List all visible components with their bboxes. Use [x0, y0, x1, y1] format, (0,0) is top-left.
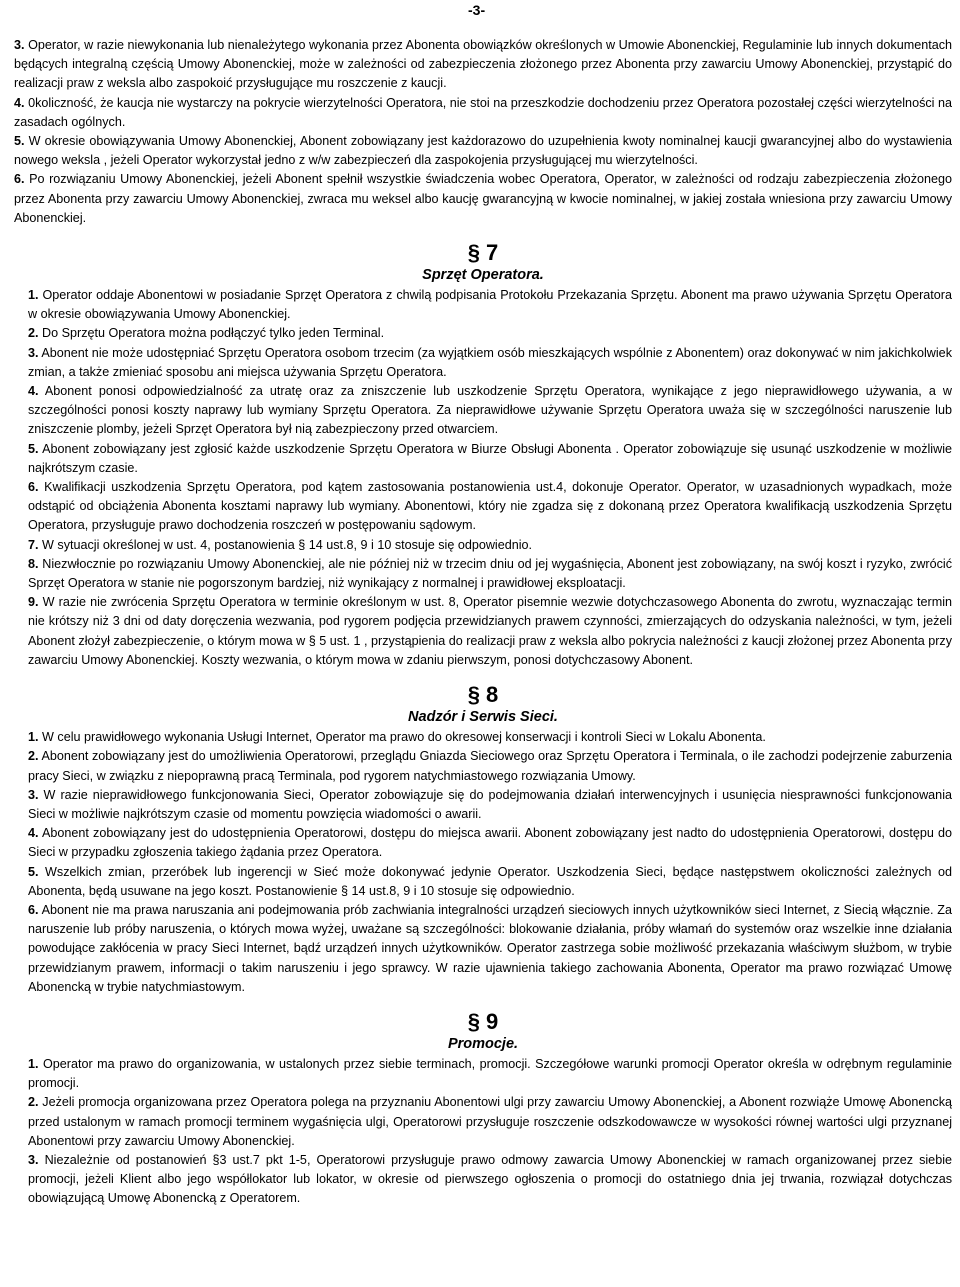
item-text: 0koliczność, że kaucja nie wystarczy na pokrycie wierzytelności Operatora, nie stoi na przeszkodzie dochodzeniu przez Operatora pozostałej części wierzytelności na zasadach ogólnych. [14, 95, 953, 129]
section-9 [14, 1009, 952, 1209]
intro-item-3 [14, 36, 952, 94]
list-item [14, 824, 952, 862]
item-text: Do Sprzętu Operatora można podłączyć tylko jeden Terminal. [42, 326, 385, 341]
list-item [14, 1093, 952, 1151]
item-text: W razie nie zwrócenia Sprzętu Operatora w terminie określonym w ust. 8, Operator pisemnie wezwie dotychczasowego Abonenta do zwrotu, wyznaczając termin nie krótszy niż 3 dni od daty doręczenia wezwania, pod rygorem podjęcia przewidzianych prawem czynności, zmierzających do odzyskania należności, w tym, jeżeli Abonent złożył zabezpieczenie, o którym mowa w § 5 ust. 1 , przystąpienia do realizacji praw z weksla albo pokrycia należności z kaucji złożonej przez Abonenta przy zawarciu Umowy Abonenckiej. Koszty wezwania, o którym mowa w zdaniu pierwszym, ponosi dotychczasowy Abonent. [28, 595, 953, 667]
section-number: § 8 [467, 682, 499, 708]
section-8 [14, 682, 952, 997]
intro-list [14, 36, 952, 228]
item-text: Kwalifikacji uszkodzenia Sprzętu Operatora, pod kątem zastosowania postanowienia ust.4, dokonuje Operator. Operator, w uzasadnionych wypadkach, może odstąpić od obciążenia Abonenta kosztami naprawy lub wymiany. Abonentowi, który nie zgadza się z dokonaną przez Operatora kwalifikacją uszkodzenia Sprzętu Operatora, przysługuje prawo dochodzenia roszczeń w postępowaniu sądowym. [28, 480, 953, 533]
section-title: Promocje. [447, 1035, 519, 1052]
item-number: 6. [14, 172, 25, 187]
item-number: 9. [28, 595, 39, 610]
item-number: 1. [28, 730, 39, 745]
list-item [14, 1055, 952, 1093]
item-number: 2. [28, 1095, 39, 1110]
item-number: 1. [28, 288, 39, 303]
item-text: W celu prawidłowego wykonania Usługi Internet, Operator ma prawo do okresowej konserwacji i kontroli Sieci w Lokalu Abonenta. [42, 730, 766, 745]
list-item [14, 382, 952, 440]
document-body [14, 14, 952, 1209]
item-text: Po rozwiązaniu Umowy Abonenckiej, jeżeli Abonent spełnił wszystkie świadczenia wobec Operatora, Operator, w zależności od rodzaju zabezpieczenia złożonego przez Abonenta przy zawarciu Umowy Abonenckiej, zwraca mu weksel albo kaucję gwarancyjną w kwocie nominalnej, w jakiej została wniesiona przy zawarciu Umowy Abonenckiej. [14, 172, 953, 225]
list-item [14, 536, 952, 555]
list-item [14, 478, 952, 536]
item-number: 3. [28, 787, 39, 802]
intro-item-6 [14, 170, 952, 228]
section-heading [14, 682, 952, 726]
item-number: 6. [28, 480, 39, 495]
intro-item-5 [14, 132, 952, 170]
item-text: Operator ma prawo do organizowania, w ustalonych przez siebie terminach, promocji. Szczegółowe warunki promocji Operator określa w odrębnym regulaminie promocji. [28, 1056, 953, 1091]
item-text: Operator, w razie niewykonania lub nienależytego wykonania przez Abonenta obowiązków określonych w Umowie Abonenckiej, Regulaminie lub innych dokumentach będących integralną częścią Umowy Abonenckiej, może w zależności od zabezpieczenia złożonego przez Abonenta przy zawarciu Umowy Abonenckiej, przystąpić do realizacji praw z weksla albo zaspokoić przysługujące mu roszczenie z kaucji. [14, 38, 953, 91]
section-7 [14, 240, 952, 670]
item-number: 4. [14, 95, 25, 110]
item-number: 3. [28, 1152, 39, 1167]
item-number: 2. [28, 326, 39, 341]
section-number: § 7 [467, 240, 499, 266]
item-text: Abonent zobowiązany jest do udostępnienia Operatorowi, dostępu do miejsca awarii. Abonent zobowiązany jest nadto do udostępnienia Operatorowi, dostępu do Sieci w przypadku zgłoszenia takiego żądania przez Operatora. [28, 826, 952, 860]
list-item [14, 555, 952, 593]
item-text: W razie nieprawidłowego funkcjonowania Sieci, Operator zobowiązuje się do podejmowania działań interwencyjnych i usunięcia niesprawności funkcjonowania Sieci w możliwie najkrótszym czasie od momentu powzięcia wiadomości o awarii. [28, 787, 952, 821]
section-title: Sprzęt Operatora. [422, 267, 544, 284]
list-item [14, 786, 952, 824]
item-text: Niezależnie od postanowień §3 ust.7 pkt 1-5, Operatorowi przysługuje prawo odmowy zawarcia Umowy Abonenckiej w ramach organizowanej przez siebie promocji, jeżeli Klient albo jego współlokator lub lokator, w okresie od pierwszego ogłoszenia o promocji do ostatniego dnia jej trwania, rozwiązał dotychczas obowiązującą Umowę Abonencką z Operatorem. [28, 1152, 952, 1206]
item-text: Abonent nie może udostępniać Sprzętu Operatora osobom trzecim (za wyjątkiem osób mieszkających wspólnie z Abonentem) oraz dokonywać w nim jakichkolwiek zmian, a także zmieniać sposobu ani miejsca używania Sprzętu Operatora. [28, 345, 952, 379]
list-item [14, 344, 952, 382]
list-item [14, 593, 952, 670]
item-number: 7. [28, 537, 39, 552]
item-text: Wszelkich zmian, przeróbek lub ingerencji w Sieć może dokonywać jedynie Operator. Uszkodzenia Sieci, będące następstwem okoliczności zależnych od Abonenta, będą usuwane na jego koszt. Postanowienie § 14 ust.8, 9 i 10 stosuje się odpowiednio. [28, 864, 952, 898]
item-number: 2. [28, 749, 39, 764]
item-text: Abonent ponosi odpowiedzialność za utratę oraz za zniszczenie lub uszkodzenie Sprzętu Operatora, wynikające z jego nieprawidłowego używania, a w szczególności ponosi koszty naprawy lub wymiany Sprzętu Operatora. Za nieprawidłowe używanie Sprzętu Operatora uważa się w szczególności naruszenie lub zniszczenie plomby, jeżeli Sprzęt Operatora był nią zabezpieczony przed otwarciem. [28, 384, 952, 437]
section-title: Nadzór i Serwis Sieci. [408, 709, 558, 726]
item-text: Niezwłocznie po rozwiązaniu Umowy Abonenckiej, ale nie później niż w trzecim dniu od jej wygaśnięcia, Abonent jest zobowiązany, na swój koszt i ryzyko, zwrócić Sprzęt Operatora w stanie nie pogorszonym bardziej, niż wynikający z normalnej i prawidłowej eksploatacji. [28, 556, 953, 591]
item-number: 6. [28, 902, 39, 917]
item-number: 5. [28, 441, 39, 456]
item-text: Operator oddaje Abonentowi w posiadanie Sprzęt Operatora z chwilą podpisania Protokołu Przekazania Sprzętu. Abonent ma prawo używania Sprzętu Operatora w okresie obowiązywania Umowy Abonenckiej. [28, 288, 953, 322]
item-text: W okresie obowiązywania Umowy Abonenckiej, Abonent zobowiązany jest każdorazowo do uzupełnienia kwoty nominalnej kaucji gwarancyjnej albo do wystawienia nowego weksla , jeżeli Operator wykorzystał jedno z w/w zabezpieczeń dla zaspokojenia przysługującej mu wierzytelności. [14, 134, 952, 168]
item-text: Abonent zobowiązany jest zgłosić każde uszkodzenie Sprzętu Operatora w Biurze Obsługi Abonenta . Operator zobowiązuje się usunąć uszkodzenie w możliwie najkrótszym czasie. [28, 441, 952, 475]
list-item [14, 863, 952, 901]
page-number: -3- [468, 2, 486, 18]
item-text: Abonent zobowiązany jest do umożliwienia Operatorowi, przeglądu Gniazda Sieciowego oraz Sprzętu Operatora i Terminala, o ile zachodzi podejrzenie zaburzenia pracy Sieci, w związku z niepoprawną pracą Terminala, pod rygorem natychmiastowego rozwiązania Umowy. [28, 749, 952, 783]
item-number: 3. [14, 38, 25, 52]
list-item [14, 324, 952, 343]
item-number: 4. [28, 826, 39, 841]
item-number: 1. [28, 1056, 39, 1071]
item-text: Jeżeli promocja organizowana przez Operatora polega na przyznaniu Abonentowi ulgi przy zawarciu Umowy Abonenckiej, a Abonent rozwiąże Umowę Abonencką przed ustalonym w ramach promocji terminem wygaśnięcia ulgi, Operatorowi przysługuje roszczenie odszkodowawcze w wysokości równej wartości ulgi przyznanej Abonentowi przy zawarciu Umowy Abonenckiej. [28, 1095, 953, 1148]
list-item [14, 728, 952, 747]
list-item [14, 1151, 952, 1209]
list-item [14, 901, 952, 997]
item-number: 5. [28, 864, 39, 879]
item-number: 4. [28, 384, 39, 399]
item-number: 3. [28, 345, 39, 360]
list-item [14, 747, 952, 785]
section-heading [14, 1009, 952, 1053]
item-text: W sytuacji określonej w ust. 4, postanowienia § 14 ust.8, 9 i 10 stosuje się odpowiednio. [42, 537, 533, 552]
list-item [14, 286, 952, 324]
list-item [14, 440, 952, 478]
section-number: § 9 [467, 1008, 499, 1034]
item-text: Abonent nie ma prawa naruszania ani podejmowania prób zachwiania integralności urządzeń sieciowych innych użytkowników sieci Internet, z Siecią włącznie. Za naruszenie lub próby naruszenia, o których mowa wyżej, uważane są szczególności: blokowanie działania, próby włamań do systemów oraz wszelkie inne działania powodujące zakłócenia w pracy Sieci Internet, bądź urządzeń innych użytkowników. Operator zastrzega sobie możliwość przekazania właściwym służbom, w trybie przewidzianym prawem, informacji o takim naruszeniu i jego sprawcy. W razie ujawnienia takiego zachowania Abonenta, Operator ma prawo rozwiązać Umowę Abonencką w trybie natychmiastowym. [28, 902, 952, 994]
intro-item-4 [14, 94, 952, 132]
section-heading [14, 240, 952, 284]
item-number: 5. [14, 134, 25, 149]
item-number: 8. [28, 556, 39, 571]
